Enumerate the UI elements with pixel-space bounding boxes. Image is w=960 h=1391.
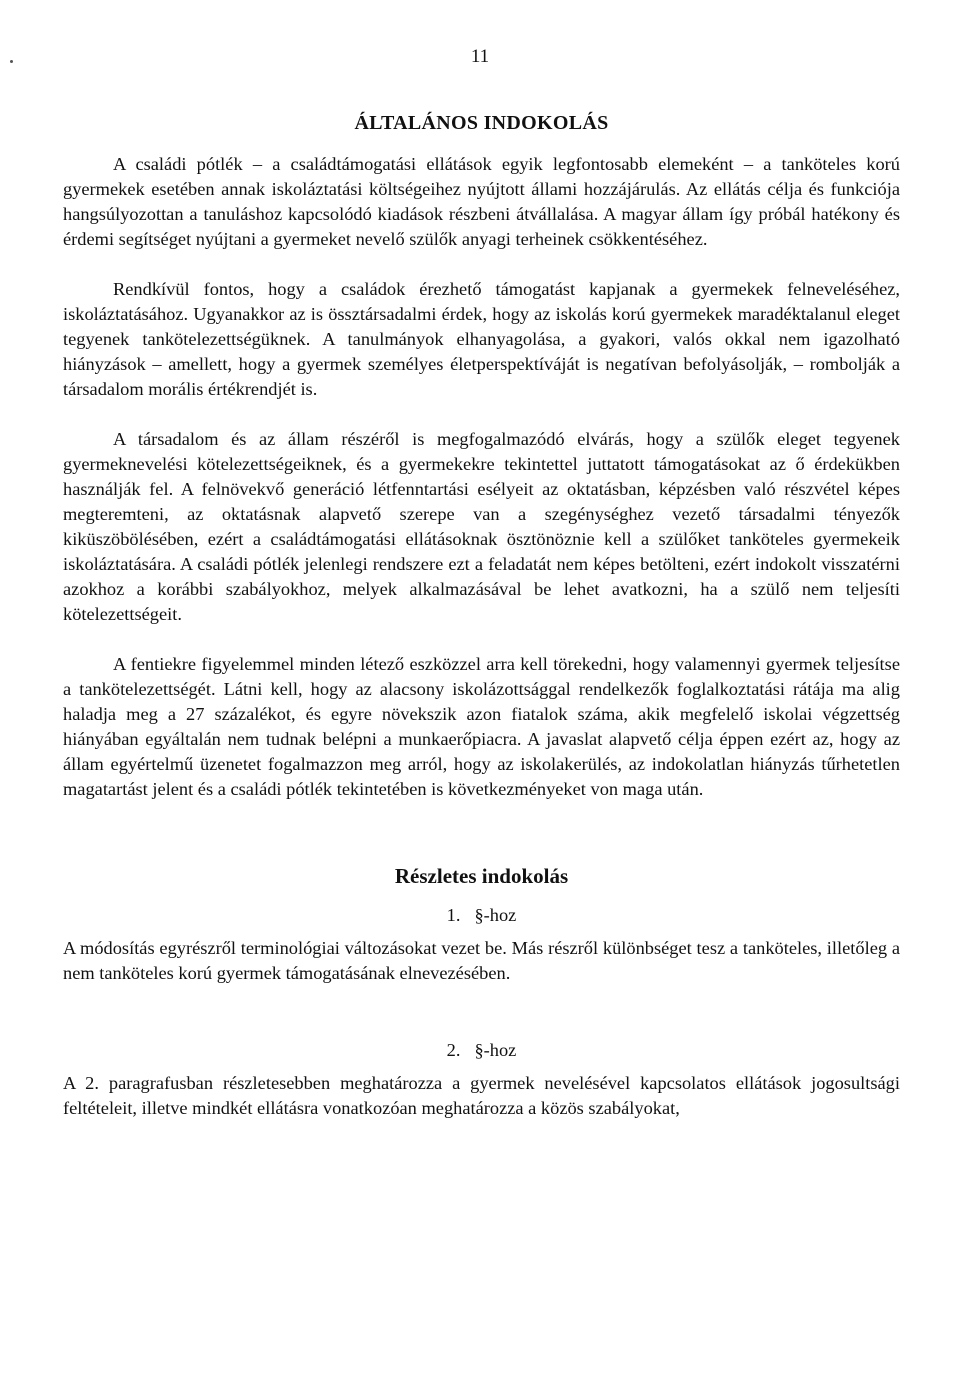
document-body — [63, 112, 900, 1121]
section-heading-2 — [63, 1038, 900, 1063]
section-heading-1 — [63, 903, 900, 928]
detailed-title: Részletes indokolás — [394, 864, 569, 888]
section-label: §-hoz — [474, 1040, 517, 1060]
section-text-1: A módosítás egyrészről terminológiai változásokat vezet be. Más részről különbséget tesz a tanköteles, illetőleg a nem tanköteles korú gyermek támogatásának elnevezésében. — [63, 938, 900, 983]
general-paragraph-1: A családi pótlék – a családtámogatási ellátások egyik legfontosabb elemeként – a tanköteles korú gyermekek esetében annak iskoláztatási költségeihez nyújtott állami hozzájárulás. Az ellátás célja és funkciója hangsúlyozottan a tanuláshoz kapcsolódó kiadások részbeni átvállalása. A magyar állam így próbál hatékony és érdemi segítséget nyújtani a gyermeket nevelő szülők anyagi terheinek csökkentéséhez. — [63, 154, 900, 249]
page-title: ÁLTALÁNOS INDOKOLÁS — [354, 112, 609, 134]
section-number: 2. — [446, 1040, 461, 1060]
section-number: 1. — [446, 905, 461, 925]
general-paragraph-4: A fentiekre figyelemmel minden létező eszközzel arra kell törekedni, hogy valamennyi gyermek teljesítse a tankötelezettségét. Látni kell, hogy az alacsony iskolázottsággal rendelkezők foglalkoztatási rátája ma alig haladja meg a 27 százalékot, és egyre növekszik azon fiatalok száma, akik megfelelő iskolai végzettség hiányában egyáltalán nem tudnak belépni a munkaerőpiacra. A javaslat alapvető célja éppen ezért az, hogy az állam egyértelmű üzenetet fogalmazzon meg arról, hogy az iskolakerülés, az indokolatlan hiányzás tűrhetetlen magatartást jelent és a családi pótlék tekintetében is következményeket von maga után. — [63, 654, 900, 799]
general-paragraph-3: A társadalom és az állam részéről is megfogalmazódó elvárás, hogy a szülők eleget tegyenek gyermeknevelési kötelezettségeiknek, és a gyermekekre tekintettel juttatott támogatásokat az ő érdekükben használják fel. A felnövekvő generáció létfenntartási esélyeit az oktatásban, képzésben való részvétel képes megteremteni, az oktatásnak alapvető szerepe van a szegénységhez vezető társadalmi tényezők kiküszöbölésében, ezért a családtámogatási ellátásoknak ösztönöznie kell a szülőket tanköteles gyermekeik iskoláztatására. A családi pótlék jelenlegi rendszere ezt a feladatát nem képes betölteni, ezért indokolt visszatérni azokhoz a korábbi szabályokhoz, melyek alkalmazásával be lehet avatkozni, ha a szülő nem teljesíti kötelezettségeit. — [63, 429, 900, 624]
section-text-2: A 2. paragrafusban részletesebben meghatározza a gyermek nevelésével kapcsolatos ellátások jogosultsági feltételeit, illetve mindkét ellátásra vonatkozóan meghatározza a közös szabályokat, — [63, 1073, 900, 1118]
page-number: 11 — [470, 46, 490, 67]
section-label: §-hoz — [474, 905, 517, 925]
general-paragraph-2: Rendkívül fontos, hogy a családok érezhető támogatást kapjanak a gyermekek felneveléséhez, iskoláztatásához. Ugyanakkor az is össztársadalmi érdek, hogy az iskolás korú gyermekek maradéktalanul eleget tegyenek tankötelezettségüknek. A tanulmányok elhanyagolása, a gyakori, valós okkal nem igazolható hiányzások – amellett, hogy a gyermek személyes életperspektíváját is negatívan befolyásolják, – rombolják a társadalom morális értékrendjét is. — [63, 279, 900, 399]
